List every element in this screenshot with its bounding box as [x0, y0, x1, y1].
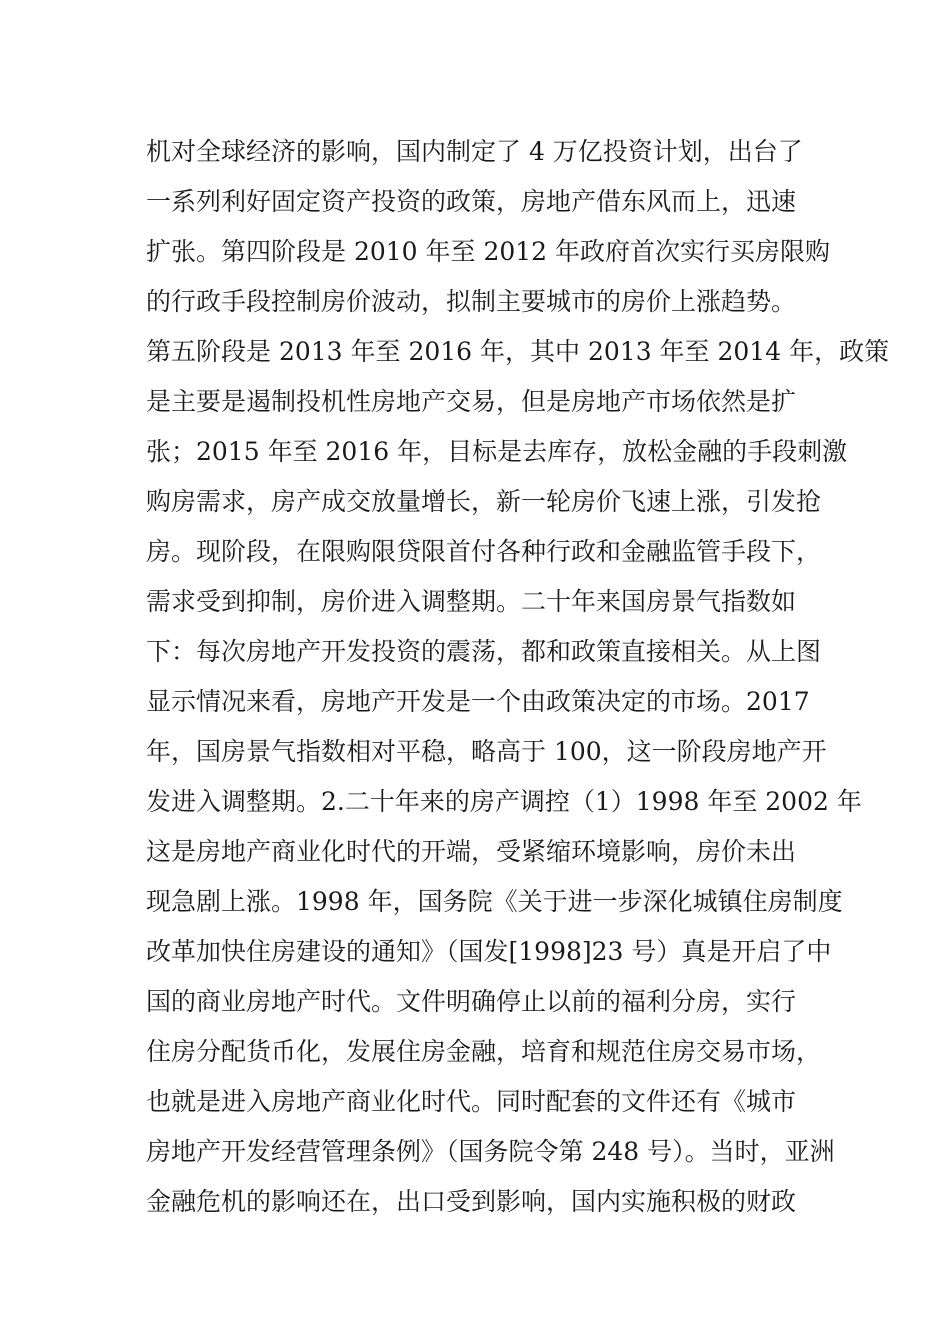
text-line: 年，国房景气指数相对平稳，略高于 100，这一阶段房地产开 — [146, 737, 827, 766]
text-line: 扩张。第四阶段是 2010 年至 2012 年政府首次实行买房限购 — [146, 237, 831, 266]
body-text — [146, 127, 890, 1227]
text-line: 张；2015 年至 2016 年，目标是去库存，放松金融的手段刺激 — [146, 437, 848, 466]
text-line: 发进入调整期。2.二十年来的房产调控（1）1998 年至 2002 年 — [146, 787, 862, 816]
text-line: 现急剧上涨。1998 年，国务院《关于进一步深化城镇住房制度 — [146, 887, 843, 916]
text-line: 住房分配货币化，发展住房金融，培育和规范住房交易市场， — [146, 1037, 822, 1066]
text-line: 购房需求，房产成交放量增长，新一轮房价飞速上涨，引发抢 — [146, 487, 822, 516]
text-line: 房地产开发经营管理条例》（国务院令第 248 号）。当时，亚洲 — [146, 1137, 835, 1166]
text-line: 显示情况来看，房地产开发是一个由政策决定的市场。2017 — [146, 687, 810, 716]
text-line: 房。现阶段，在限购限贷限首付各种行政和金融监管手段下， — [146, 537, 822, 566]
text-line: 一系列利好固定资产投资的政策，房地产借东风而上，迅速 — [146, 187, 797, 216]
text-line: 也就是进入房地产商业化时代。同时配套的文件还有《城市 — [146, 1087, 797, 1116]
text-line: 改革加快住房建设的通知》（国发[1998]23 号）真是开启了中 — [146, 937, 832, 966]
text-line: 的行政手段控制房价波动，拟制主要城市的房价上涨趋势。 — [146, 287, 797, 316]
text-line: 金融危机的影响还在，出口受到影响，国内实施积极的财政 — [146, 1187, 797, 1216]
text-line: 这是房地产商业化时代的开端，受紧缩环境影响，房价未出 — [146, 837, 797, 866]
text-line: 国的商业房地产时代。文件明确停止以前的福利分房，实行 — [146, 987, 797, 1016]
text-line: 下：每次房地产开发投资的震荡，都和政策直接相关。从上图 — [146, 637, 822, 666]
text-line: 机对全球经济的影响，国内制定了 4 万亿投资计划，出台了 — [146, 137, 803, 166]
text-line: 第五阶段是 2013 年至 2016 年，其中 2013 年至 2014 年，政策 — [146, 337, 890, 366]
text-line: 是主要是遏制投机性房地产交易，但是房地产市场依然是扩 — [146, 387, 797, 416]
text-line: 需求受到抑制，房价进入调整期。二十年来国房景气指数如 — [146, 587, 797, 616]
